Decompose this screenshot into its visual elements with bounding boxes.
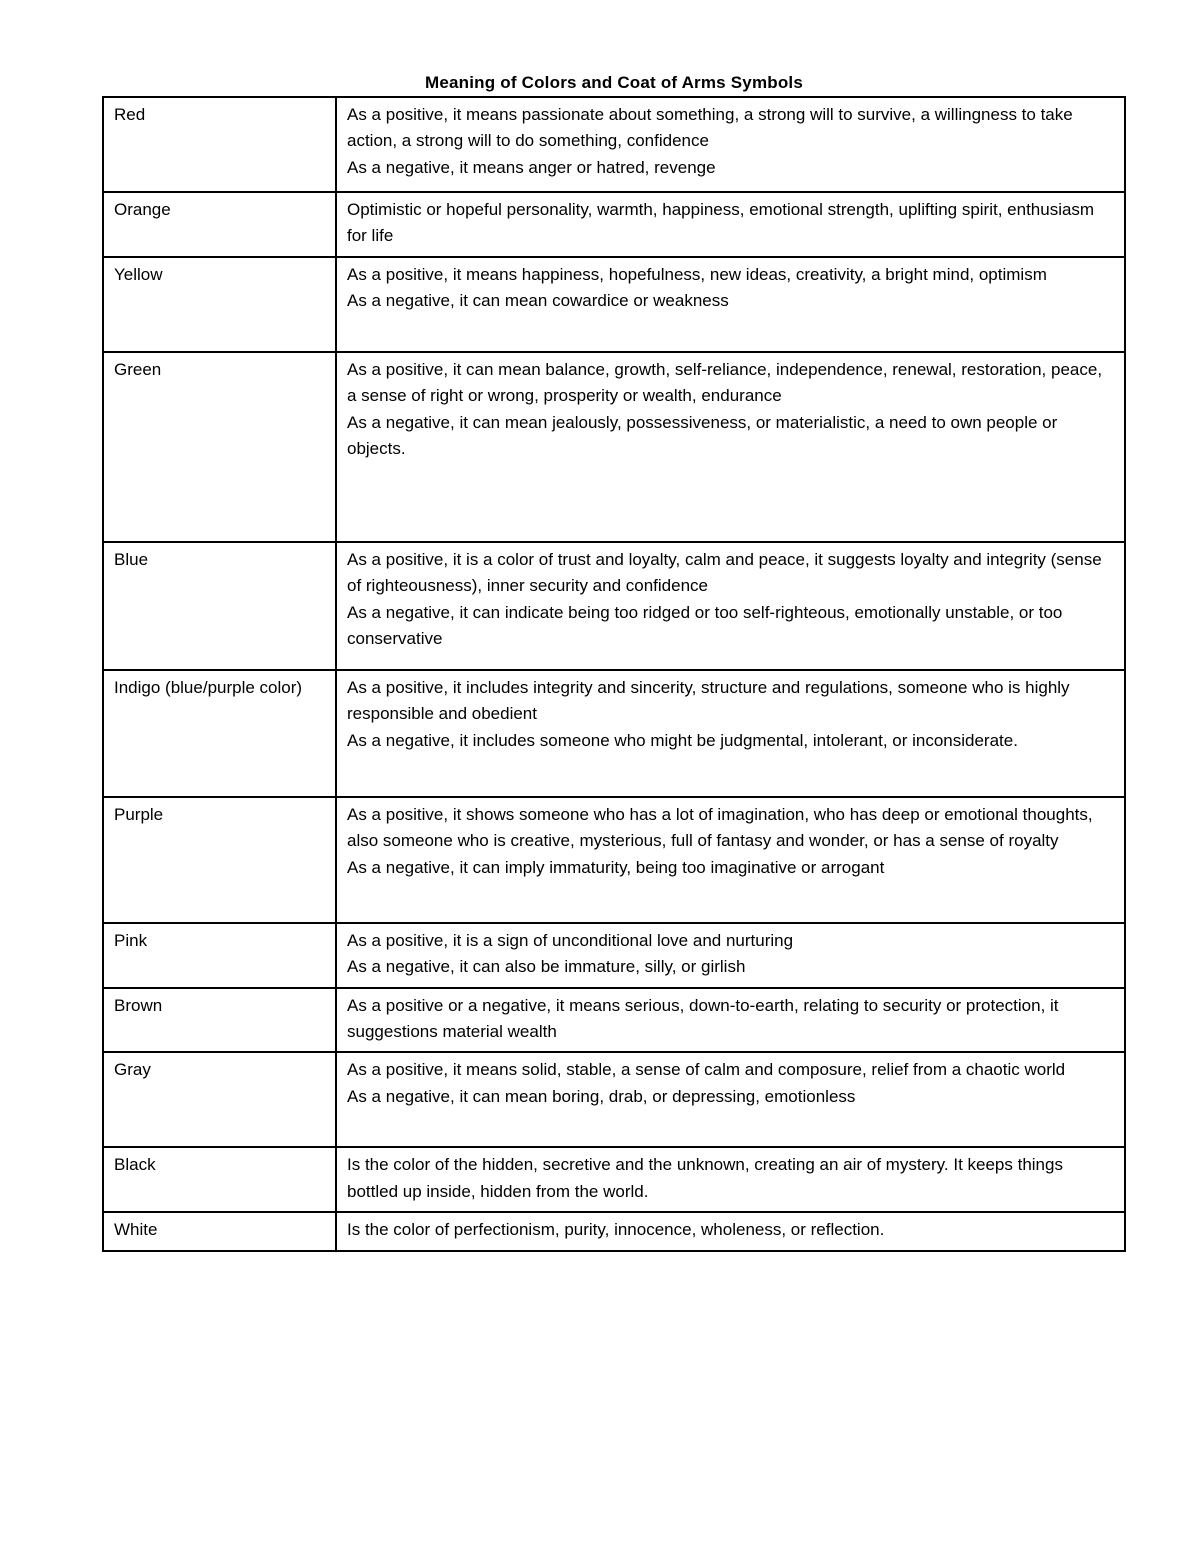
meaning-cell [336, 97, 1125, 192]
meaning-line: As a positive, it is a color of trust and loyalty, calm and peace, it suggests loyalty and integrity (sense of righteousness), inner security and confidence [347, 549, 1102, 596]
meaning-line: As a negative, it can imply immaturity, being too imaginative or arrogant [347, 857, 885, 877]
color-meanings-table [102, 96, 1126, 1252]
meaning-line: As a positive, it means solid, stable, a sense of calm and composure, relief from a chaotic world [347, 1060, 1066, 1080]
meaning-line: Is the color of perfectionism, purity, innocence, wholeness, or reflection. [347, 1220, 885, 1240]
table-row [103, 542, 1125, 670]
color-name-cell: Black [103, 1147, 336, 1212]
color-name-cell: Orange [103, 192, 336, 257]
meaning-cell [336, 1147, 1125, 1212]
meaning-cell [336, 352, 1125, 542]
meaning-cell [336, 923, 1125, 988]
meaning-line: As a positive, it is a sign of unconditional love and nurturing [347, 930, 794, 950]
meaning-cell [336, 670, 1125, 797]
color-name-cell: Gray [103, 1052, 336, 1147]
meaning-line: As a negative, it means anger or hatred, revenge [347, 157, 716, 177]
table-row [103, 1212, 1125, 1250]
table-row [103, 988, 1125, 1053]
meaning-line: As a negative, it can also be immature, silly, or girlish [347, 957, 746, 977]
table-row [103, 97, 1125, 192]
meaning-line: As a negative, it can mean cowardice or weakness [347, 291, 729, 311]
meaning-line: As a positive or a negative, it means serious, down-to-earth, relating to security or protection, it suggestions material wealth [347, 995, 1059, 1042]
color-name-cell: White [103, 1212, 336, 1250]
table-row [103, 1052, 1125, 1147]
page-title: Meaning of Colors and Coat of Arms Symbols [424, 73, 804, 92]
color-name-cell: Brown [103, 988, 336, 1053]
table-row [103, 797, 1125, 923]
table-row [103, 670, 1125, 797]
meaning-cell [336, 797, 1125, 923]
meaning-cell [336, 192, 1125, 257]
table-row [103, 923, 1125, 988]
meaning-cell [336, 1212, 1125, 1250]
color-name-cell: Pink [103, 923, 336, 988]
meaning-line: As a positive, it means happiness, hopefulness, new ideas, creativity, a bright mind, optimism [347, 264, 1047, 284]
meaning-cell [336, 1052, 1125, 1147]
meaning-line: As a positive, it can mean balance, growth, self-reliance, independence, renewal, restoration, peace, a sense of right or wrong, prosperity or wealth, endurance [347, 359, 1103, 406]
meaning-line: As a negative, it includes someone who might be judgmental, intolerant, or inconsiderate. [347, 730, 1018, 750]
meaning-line: As a positive, it shows someone who has a lot of imagination, who has deep or emotional thoughts, also someone who is creative, mysterious, full of fantasy and wonder, or has a sense of royalty [347, 804, 1093, 851]
table-row [103, 1147, 1125, 1212]
meaning-cell [336, 257, 1125, 352]
meaning-line: Is the color of the hidden, secretive and the unknown, creating an air of mystery. It keeps things bottled up inside, hidden from the world. [347, 1155, 1063, 1201]
meaning-line: As a negative, it can mean jealously, possessiveness, or materialistic, a need to own people or objects. [347, 412, 1058, 459]
meaning-line: As a negative, it can mean boring, drab, or depressing, emotionless [347, 1086, 856, 1106]
meaning-cell [336, 542, 1125, 670]
meaning-line: As a positive, it includes integrity and sincerity, structure and regulations, someone who is highly responsible and obedient [347, 677, 1070, 724]
meaning-line: As a negative, it can indicate being too ridged or too self-righteous, emotionally unstable, or too conservative [347, 602, 1063, 649]
table-row [103, 192, 1125, 257]
meaning-cell [336, 988, 1125, 1053]
color-name-cell: Green [103, 352, 336, 542]
color-name-cell: Red [103, 97, 336, 192]
table-row [103, 352, 1125, 542]
color-name-cell: Blue [103, 542, 336, 670]
meaning-line: As a positive, it means passionate about something, a strong will to survive, a willingness to take action, a strong will to do something, confidence [347, 105, 1073, 151]
color-name-cell: Indigo (blue/purple color) [103, 670, 336, 797]
color-name-cell: Purple [103, 797, 336, 923]
meaning-line: Optimistic or hopeful personality, warmth, happiness, emotional strength, uplifting spirit, enthusiasm for life [347, 200, 1095, 246]
table-row [103, 257, 1125, 352]
color-name-cell: Yellow [103, 257, 336, 352]
